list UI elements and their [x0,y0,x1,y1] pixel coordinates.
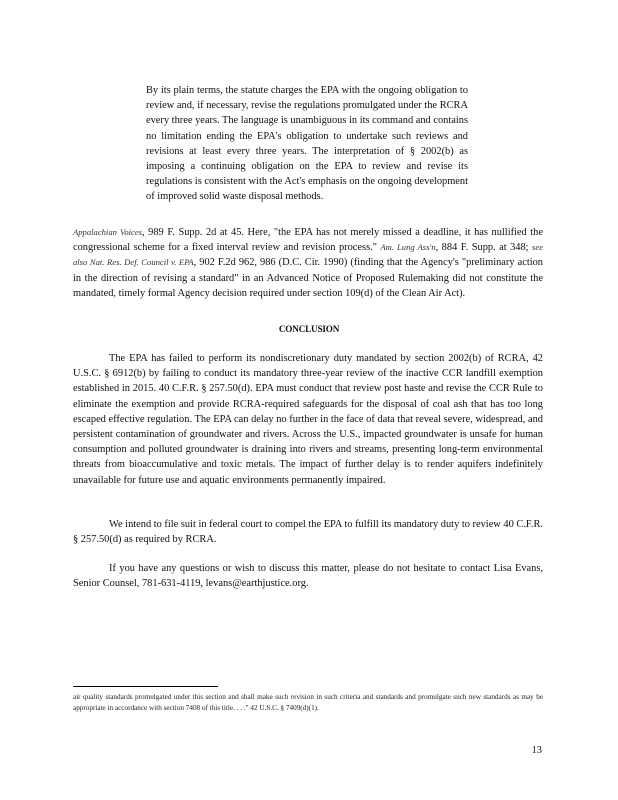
citation-text: , 884 F. Supp. at 348; [435,242,533,254]
footnote: air quality standards promulgated under this section and shall make such revision in such criteria and standards and promulgate such new standards as may be appropriate in accordance with section 7408 of this title. . . ." 42 U.S.C. § 7409(d)(1). [73,693,543,712]
citation-case-name: Appalachian Voices [73,227,142,237]
footnote-divider [73,686,218,687]
case-citation [73,225,543,301]
block-quote: By its plain terms, the statute charges the EPA with the ongoing obligation to review and, if necessary, revise the regulations promulgated under the RCRA every three years. The language is unambiguous in its command and contains no limitation ending the EPA's obligation to undertake such reviews and revisions at least every three years. The interpretation of § 2002(b) as imposing a continuing obligation on the EPA to review and revise its regulations is consistent with the Act's emphasis on the ongoing development of improved solid waste disposal methods. [146,85,468,203]
citation-text: , 902 F.2d 962, 986 (D.C. Cir. 1990) (finding that the Agency's "preliminary action in the direction of revising a standard" in an Advanced Notice of Proposed Rulemaking did not constitute the mandated, timely formal Agency decision required under section 109(d) of the Clean Air Act). [73,257,543,299]
citation-case-name: Am. Lung Ass'n [380,242,436,253]
body-paragraph: We intend to file suit in federal court to compel the EPA to fulfill its mandatory duty to review 40 C.F.R. § 257.50(d) as required by RCRA. [73,519,543,546]
body-paragraph: If you have any questions or wish to discuss this matter, please do not hesitate to contact Lisa Evans, Senior Counsel, 781-631-4119, levans@earthjustice.org. [73,563,543,590]
citation-text: , 989 F. Supp. 2d at 45. Here, "the EPA has not merely missed a deadline, it has nullified the congressional scheme for a fixed interval review and revision process." [73,227,543,254]
citation-case-name: see also Nat. Res. Def. Council v. EPA [73,242,544,268]
page-number: 13 [531,745,542,756]
body-paragraph: The EPA has failed to perform its nondiscretionary duty mandated by section 2002(b) of RCRA, 42 U.S.C. § 6912(b) by failing to conduct its mandatory three-year review of the inactive CCR landfill exemption established in 2015. 40 C.F.R. § 257.50(d). EPA must conduct that review post haste and revise the CCR Rule to eliminate the exemption and provide RCRA-required safeguards for the disposal of coal ash that has too long escaped effective regulation. The EPA can delay no further in the face of data that reveal severe, widespread, and persistent contamination of groundwater and rivers. Across the U.S., impacted groundwater is unsafe for human consumption and polluted groundwater is draining into rivers and streams, presenting long-term environmental threats from bioaccumulative and toxic metals. The impact of further delay is to render aquifers indefinitely unavailable for future use and aquatic environments permanently impaired. [73,353,543,486]
section-heading: CONCLUSION [278,324,340,334]
